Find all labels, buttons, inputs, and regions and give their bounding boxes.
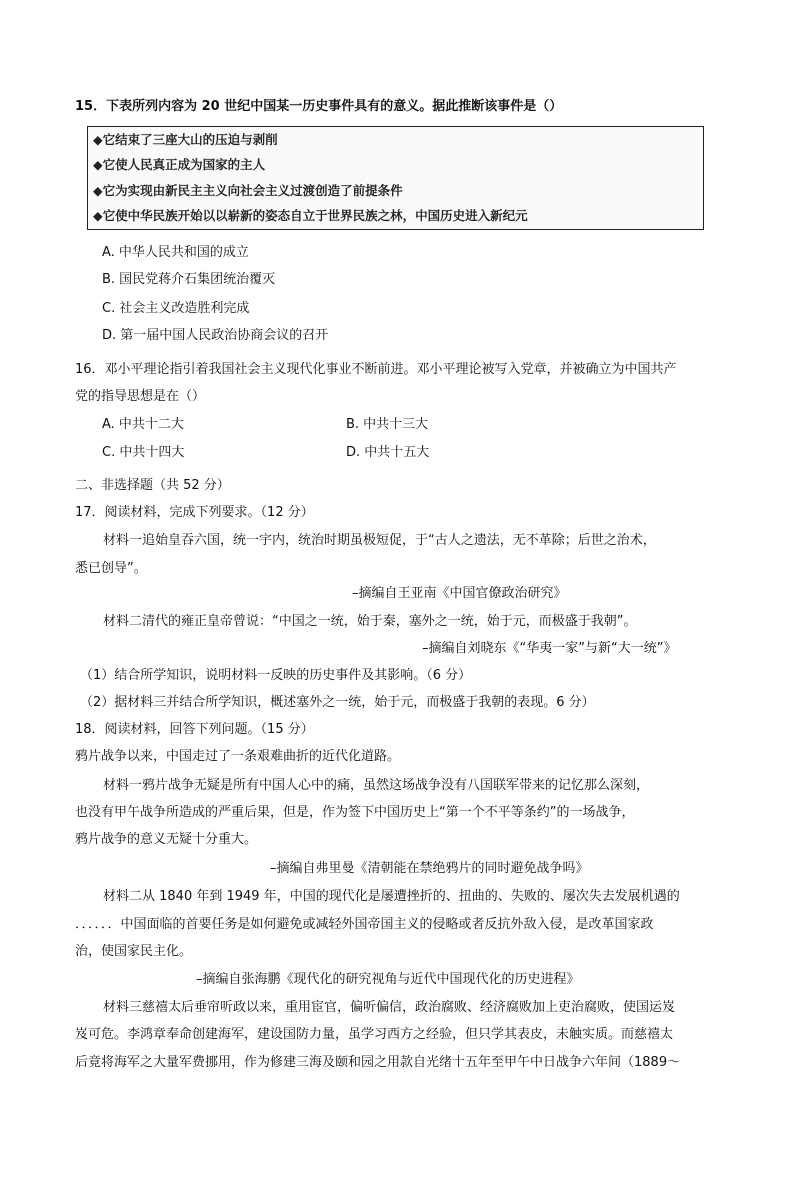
q16-option-a: A. 中共十二大: [102, 417, 184, 432]
q15-option-a: A. 中华人民共和国的成立: [102, 245, 249, 260]
table-row: ◆它使中华民族开始以以崭新的姿态自立于世界民族之林，中国历史进入新纪元: [93, 208, 528, 223]
q17-material1-source: –摘编自王亚南《中国官僚政治研究》: [352, 586, 567, 601]
q18-material1-line1: 材料一鸦片战争无疑是所有中国人心中的痛，虽然这场战争没有八国联军带来的记忆那么深刻，: [103, 778, 650, 793]
q15-option-c: C. 社会主义改造胜利完成: [102, 301, 250, 316]
q15-stem: 15．下表所列内容为 20 世纪中国某一历史事件具有的意义。据此推断该事件是（）: [75, 99, 563, 114]
q15-option-b: B. 国民党蒋介石集团统治覆灭: [102, 272, 276, 287]
q18-material3-line2: 岌可危。李鸿章奉命创建海军，建设国防力量，虽学习西方之经验，但只学其表皮，未触实质。而慈禧太: [75, 1027, 674, 1042]
table-row: ◆它为实现由新民主主义向社会主义过渡创造了前提条件: [93, 183, 403, 198]
q18-material1-line2: 也没有甲午战争所造成的严重后果，但是，作为签下中国历史上“第一个不平等条约”的一场战争，: [75, 805, 635, 820]
q15-option-d: D. 第一届中国人民政治协商会议的召开: [102, 328, 329, 343]
q17-subquestion-2: （2）据材料三并结合所学知识，概述塞外之一统，始于元，而极盛于我朝的表现。6 分）: [80, 695, 595, 710]
q15-significance-table: [87, 126, 704, 230]
q16-option-b: B. 中共十三大: [346, 417, 429, 432]
q16-option-c: C. 中共十四大: [102, 445, 185, 460]
q18-material2-line3: 治，使国家民主化。: [75, 944, 193, 959]
q17-material2-source: –摘编自刘晓东《“华夷一家”与新“大一统”》: [422, 641, 677, 656]
q17-material1-line2: 悉已创导”。: [75, 561, 147, 576]
q18-intro: 鸦片战争以来，中国走过了一条艰难曲折的近代化道路。: [75, 749, 401, 764]
q18-material1-source: –摘编自弗里曼《清朝能在禁绝鸦片的同时避免战争吗》: [270, 861, 589, 876]
q18-material2-source: –摘编自张海鹏《现代化的研究视角与近代中国现代化的历史进程》: [196, 972, 580, 987]
q18-stem: 18．阅读材料，回答下列问题。（15 分）: [75, 722, 314, 737]
q17-material2-line1: 材料二清代的雍正皇帝曾说：“中国之一统，始于秦，塞外之一统，始于元，而极盛于我朝”。: [103, 614, 637, 629]
q17-subquestion-1: （1）结合所学知识，说明材料一反映的历史事件及其影响。（6 分）: [80, 668, 472, 683]
table-row: ◆它使人民真正成为国家的主人: [93, 157, 266, 172]
q16-stem-line2: 党的指导思想是在（）: [75, 389, 206, 404]
q18-material2-line2: ．．．．．．中国面临的首要任务是如何避免或减轻外国帝国主义的侵略或者反抗外敌入侵，是改革国家政: [75, 917, 654, 932]
q18-material3-line1: 材料三慈禧太后垂帘听政以来，重用宦官，偏听偏信，政治腐败、经济腐败加上吏治腐败，使国运岌: [103, 1000, 676, 1015]
q17-material1-line1: 材料一追始皇吞六国，统一宇内，统治时期虽极短促，于“古人之遗法，无不革除；后世之治术，: [103, 533, 656, 548]
q17-stem: 17．阅读材料，完成下列要求。（12 分）: [75, 505, 314, 520]
q18-material3-line3: 后竟将海军之大量军费挪用，作为修建三海及颐和园之用款自光绪十五年至甲午中日战争六年间（1889～: [75, 1055, 681, 1070]
q16-option-d: D. 中共十五大: [346, 445, 430, 460]
q16-stem-line1: 16．邓小平理论指引着我国社会主义现代化事业不断前进。邓小平理论被写入党章，并被确立为中国共产: [75, 362, 677, 377]
table-row: ◆它结束了三座大山的压迫与剥削: [93, 132, 278, 147]
q18-material2-line1: 材料二从 1840 年到 1949 年，中国的现代化是屡遭挫折的、扭曲的、失败的、屡次失去发展机遇的: [103, 889, 680, 904]
q18-material1-line3: 鸦片战争的意义无疑十分重大。: [75, 832, 258, 847]
section2-title: 二、非选择题（共 52 分）: [75, 478, 230, 493]
